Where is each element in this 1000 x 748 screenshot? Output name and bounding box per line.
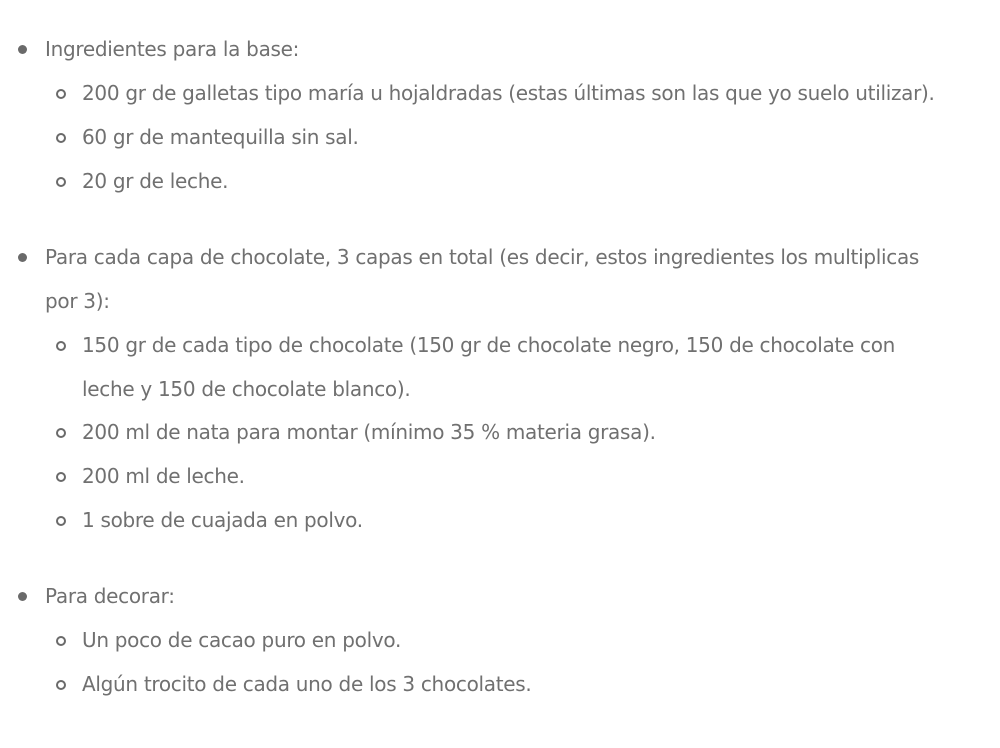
section-heading-base: Ingredientes para la base: — [45, 37, 300, 61]
sublist-bullet — [56, 341, 66, 351]
list-bullet — [18, 45, 27, 54]
ingredient-item: Algún trocito de cada uno de los 3 chocolates. — [82, 672, 532, 696]
section-heading-chocolate-cont: por 3): — [45, 289, 110, 313]
ingredient-item: Un poco de cacao puro en polvo. — [82, 628, 402, 652]
ingredient-item: 60 gr de mantequilla sin sal. — [82, 125, 359, 149]
ingredient-item: 1 sobre de cuajada en polvo. — [82, 508, 363, 532]
ingredient-item: 150 gr de cada tipo de chocolate (150 gr de chocolate negro, 150 de chocolate con — [82, 333, 896, 357]
section-heading-decorate: Para decorar: — [45, 584, 175, 608]
sublist-bullet — [56, 472, 66, 482]
ingredient-item-cont: leche y 150 de chocolate blanco). — [82, 377, 411, 401]
sublist-bullet — [56, 636, 66, 646]
sublist-bullet — [56, 177, 66, 187]
sublist-bullet — [56, 89, 66, 99]
ingredient-item: 20 gr de leche. — [82, 169, 229, 193]
section-heading-chocolate: Para cada capa de chocolate, 3 capas en total (es decir, estos ingredientes los multiplicas — [45, 245, 920, 269]
sublist-bullet — [56, 428, 66, 438]
sublist-bullet — [56, 680, 66, 690]
sublist-bullet — [56, 133, 66, 143]
ingredient-item: 200 gr de galletas tipo maría u hojaldradas (estas últimas son las que yo suelo utilizar). — [82, 81, 935, 105]
list-bullet — [18, 592, 27, 601]
list-bullet — [18, 253, 27, 262]
ingredient-item: 200 ml de leche. — [82, 464, 245, 488]
ingredient-item: 200 ml de nata para montar (mínimo 35 % materia grasa). — [82, 420, 656, 444]
sublist-bullet — [56, 516, 66, 526]
